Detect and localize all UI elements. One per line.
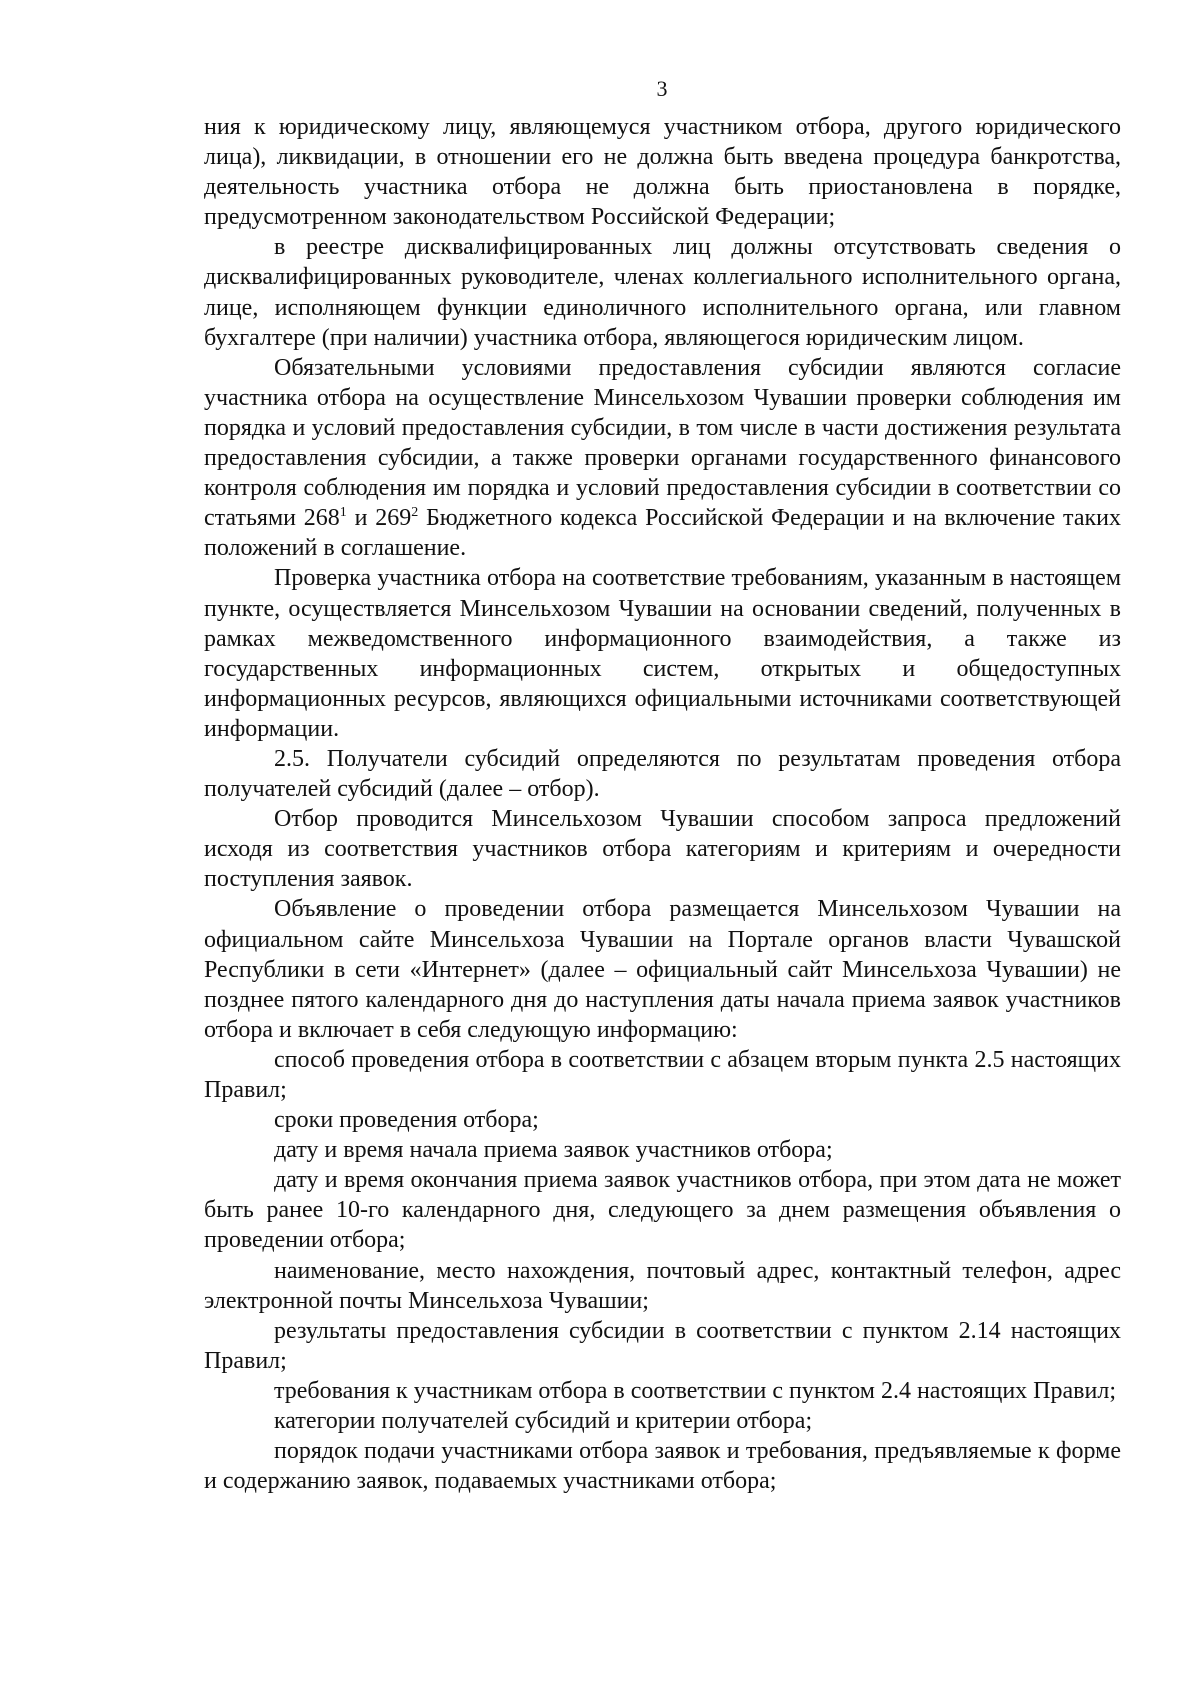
superscript-2: 2 (411, 505, 419, 521)
paragraph-8: способ проведения отбора в соответствии с абзацем вторым пункта 2.5 настоящих Правил; (204, 1046, 1121, 1103)
superscript-1: 1 (339, 505, 347, 521)
paragraph-13: результаты предоставления субсидии в соответствии с пунктом 2.14 настоящих Правил; (204, 1317, 1121, 1374)
paragraph-4: Проверка участника отбора на соответствие требованиям, указанным в настоящем пункте, осуществляется Минсельхозом Чувашии на основании сведений, полученных в рамках межведомственного информационного взаимодействия, а также из государственных информационных систем, открытых и общедоступных информационных ресурсов, являющихся официальными источниками соответствующей информации. (204, 565, 1121, 742)
paragraph-3-text-a: Обязательными условиями предоставления субсидии являются согласие участника отбора на осуществление Минсельхозом Чувашии проверки соблюдения им порядка и условий предоставления субсидии, в том числе в части достижения результата предоставления субсидии, а также проверки органами государственного финансового контроля соблюдения им порядка и условий предоставления субсидии в соответствии со статьями 268 (204, 354, 1121, 532)
paragraph-7: Объявление о проведении отбора размещается Минсельхозом Чувашии на официальном сайте Минсельхоза Чувашии на Портале органов власти Чувашской Республики в сети «Интернет» (далее – официальный сайт Минсельхоза Чувашии) не позднее пятого календарного дня до наступления даты начала приема заявок участников отбора и включает в себя следующую информацию: (204, 896, 1121, 1043)
paragraph-3-text-c: Бюджетного кодекса Российской Федерации и на включение таких положений в соглашение. (204, 505, 1121, 562)
paragraph-11: дату и время окончания приема заявок участников отбора, при этом дата не может быть ранее 10-го календарного дня, следующего за днем размещения объявления о проведении отбора; (204, 1167, 1121, 1254)
paragraph-3-text-b: и 269 (346, 505, 412, 532)
paragraph-10: дату и время начала приема заявок участников отбора; (274, 1137, 833, 1164)
paragraph-16: порядок подачи участниками отбора заявок и требования, предъявляемые к форме и содержанию заявок, подаваемых участниками отбора; (204, 1438, 1121, 1495)
document-body (204, 112, 1121, 1496)
paragraph-15: категории получателей субсидий и критерии отбора; (274, 1408, 813, 1435)
paragraph-6: Отбор проводится Минсельхозом Чувашии способом запроса предложений исходя из соответствия участников отбора категориям и критериям и очередности поступления заявок. (204, 806, 1121, 893)
paragraph-12: наименование, место нахождения, почтовый адрес, контактный телефон, адрес электронной почты Минсельхоза Чувашии; (204, 1257, 1121, 1314)
paragraph-9: сроки проведения отбора; (274, 1107, 539, 1134)
paragraph-2: в реестре дисквалифицированных лиц должны отсутствовать сведения о дисквалифицированных руководителе, членах коллегиального исполнительного органа, лице, исполняющем функции единоличного исполнительного органа, или главном бухгалтере (при наличии) участника отбора, являющегося юридическим лицом. (204, 234, 1121, 351)
paragraph-1: ния к юридическому лицу, являющемуся участником отбора, другого юридического лица), ликвидации, в отношении его не должна быть введена процедура банкротства, деятельность участника отбора не должна быть приостановлена в порядке, предусмотренном законодательством Российской Федерации; (204, 114, 1121, 231)
paragraph-5: 2.5. Получатели субсидий определяются по результатам проведения отбора получателей субсидий (далее – отбор). (204, 745, 1121, 803)
paragraph-3 (204, 353, 1121, 564)
page-number: 3 (656, 76, 668, 101)
paragraph-14: требования к участникам отбора в соответствии с пунктом 2.4 настоящих Правил; (274, 1377, 1116, 1404)
